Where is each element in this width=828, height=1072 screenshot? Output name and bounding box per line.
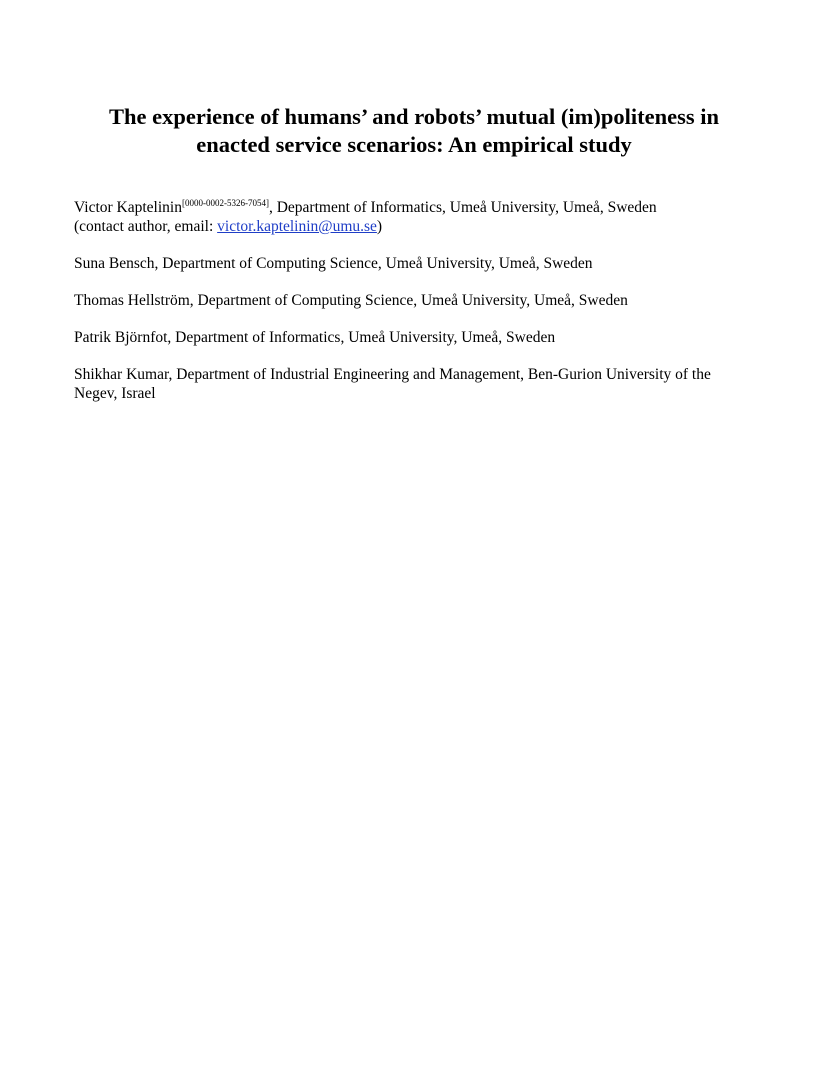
author-line: Suna Bensch, Department of Computing Science, Umeå University, Umeå, Sweden [74, 255, 593, 272]
author-entry-hellstrom [74, 291, 774, 310]
author-line: Thomas Hellström, Department of Computing Science, Umeå University, Umeå, Sweden [74, 292, 628, 309]
author-name: Victor Kaptelinin [74, 199, 182, 216]
author-line-continued: Negev, Israel [74, 385, 156, 402]
author-line: Shikhar Kumar, Department of Industrial Engineering and Management, Ben-Gurion University of the [74, 366, 711, 383]
author-entry-bensch [74, 254, 774, 273]
author-entry-kumar [74, 365, 774, 403]
author-list [74, 198, 774, 421]
orcid-id: [0000-0002-5326-7054] [181, 198, 269, 208]
author-line [74, 198, 774, 217]
author-entry-kaptelinin [74, 198, 774, 236]
email-link[interactable]: victor.kaptelinin@umu.se [217, 218, 377, 235]
paper-title [60, 103, 768, 159]
paper-title-line-2: enacted service scenarios: An empirical study [196, 132, 632, 157]
contact-prefix: (contact author, email: [74, 218, 218, 235]
contact-line [74, 217, 774, 236]
author-affiliation: , Department of Informatics, Umeå University, Umeå, Sweden [268, 199, 657, 216]
author-entry-bjornfot [74, 328, 774, 347]
contact-suffix: ) [376, 218, 383, 235]
paper-title-line-1: The experience of humans’ and robots’ mutual (im)politeness in [108, 104, 720, 129]
author-line: Patrik Björnfot, Department of Informatics, Umeå University, Umeå, Sweden [74, 329, 556, 346]
